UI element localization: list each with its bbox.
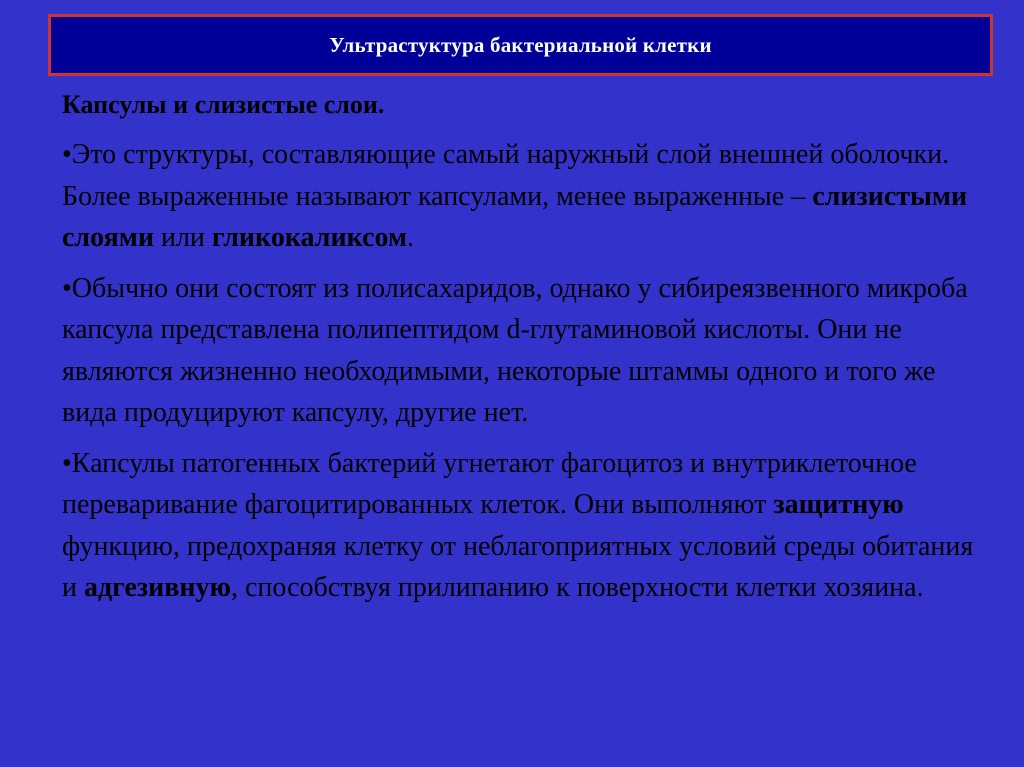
paragraph-2 xyxy=(62,268,992,434)
section-heading xyxy=(62,88,992,122)
paragraph-3-bold-1: защитную xyxy=(773,489,904,520)
paragraph-3 xyxy=(62,443,992,609)
paragraph-3-text-1: •Капсулы патогенных бактерий угнетают фагоцитоз и внутриклеточное переваривание фагоцитированных клеток. Они выполняют xyxy=(62,447,917,520)
section-heading-text: Капсулы и слизистые слои xyxy=(62,90,378,119)
paragraph-1 xyxy=(62,134,992,259)
section-heading-period: . xyxy=(377,90,385,119)
slide-title-box xyxy=(48,14,993,76)
paragraph-3-text-3: , способствуя прилипанию к поверхности клетки хозяина. xyxy=(230,572,924,603)
paragraph-2-text: •Обычно они состоят из полисахаридов, однако у сибиреязвенного микроба капсула представлена полипептидом d-глутаминовой кислоты. Они не являются жизненно необходимыми, некоторые штаммы одного и того же вида продуцируют капсулу, другие нет. xyxy=(62,272,968,428)
paragraph-1-bold-1: слизистыми слоями xyxy=(62,180,968,253)
paragraph-3-text-2: функцию, предохраняя клетку от неблагоприятных условий среды обитания и xyxy=(62,530,974,603)
paragraph-3-bold-2: адгезивную xyxy=(83,572,231,603)
paragraph-1-text-1: •Это структуры, составляющие самый наружный слой внешней оболочки. Более выраженные называют капсулами, менее выраженные – xyxy=(62,139,950,212)
paragraph-1-bold-2: гликокаликсом xyxy=(211,222,408,253)
paragraph-1-text-2: или xyxy=(153,222,212,253)
slide-content xyxy=(62,88,992,618)
paragraph-1-text-3: . xyxy=(407,222,415,253)
slide-title: Ультрастуктура бактериальной клетки xyxy=(329,32,712,57)
